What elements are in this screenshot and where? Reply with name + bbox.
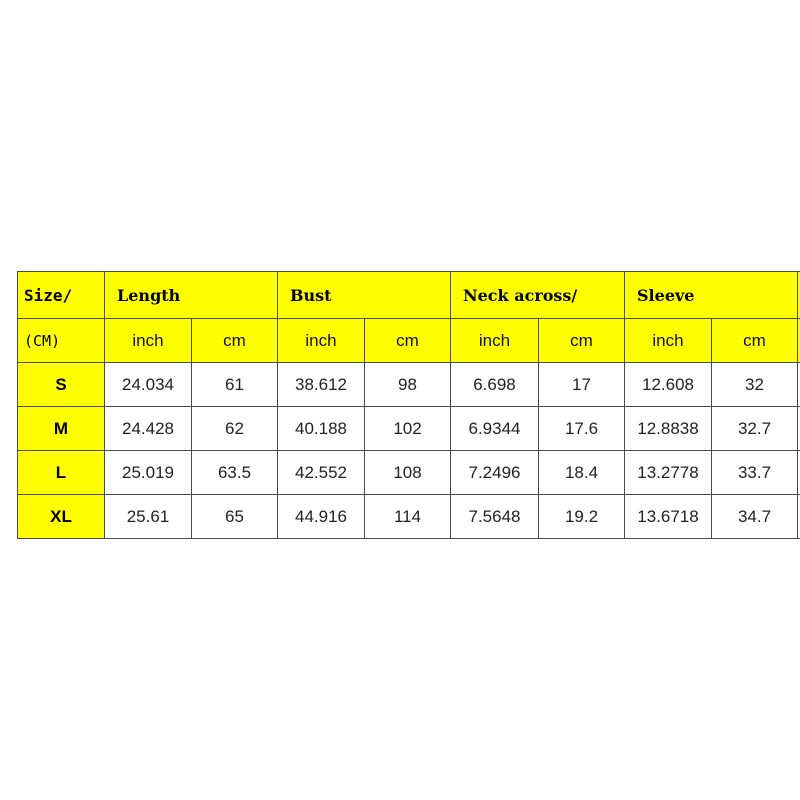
value-cell: 6.698 bbox=[451, 363, 539, 407]
header-row-units bbox=[18, 319, 800, 363]
size-cell: L bbox=[18, 451, 105, 495]
size-chart-table bbox=[17, 271, 800, 539]
size-cell: M bbox=[18, 407, 105, 451]
value-cell: 63.5 bbox=[192, 451, 278, 495]
unit-header: cm bbox=[192, 319, 278, 363]
value-cell: 102 bbox=[365, 407, 451, 451]
value-cell: 24.034 bbox=[105, 363, 192, 407]
value-cell: 65 bbox=[192, 495, 278, 539]
group-header-length: Length bbox=[105, 272, 278, 319]
unit-corner-label: (CM) bbox=[18, 319, 105, 363]
value-cell: 13.6718 bbox=[625, 495, 712, 539]
table-row bbox=[18, 363, 800, 407]
value-cell: 19.2 bbox=[539, 495, 625, 539]
value-cell: 17.6 bbox=[539, 407, 625, 451]
group-header-bust: Bust bbox=[278, 272, 451, 319]
unit-header: inch bbox=[451, 319, 539, 363]
size-corner-label: Size/ bbox=[18, 272, 105, 319]
value-cell: 62 bbox=[192, 407, 278, 451]
value-cell: 25.019 bbox=[105, 451, 192, 495]
value-cell: 34.7 bbox=[712, 495, 798, 539]
value-cell: 12.608 bbox=[625, 363, 712, 407]
value-cell: 18.4 bbox=[539, 451, 625, 495]
unit-header: inch bbox=[278, 319, 365, 363]
unit-header: cm bbox=[539, 319, 625, 363]
size-cell: XL bbox=[18, 495, 105, 539]
value-cell: 33.7 bbox=[712, 451, 798, 495]
value-cell: 38.612 bbox=[278, 363, 365, 407]
value-cell: 44.916 bbox=[278, 495, 365, 539]
value-cell: 6.9344 bbox=[451, 407, 539, 451]
table-row bbox=[18, 407, 800, 451]
value-cell: 61 bbox=[192, 363, 278, 407]
value-cell: 114 bbox=[365, 495, 451, 539]
table-row bbox=[18, 451, 800, 495]
value-cell: 42.552 bbox=[278, 451, 365, 495]
value-cell: 7.5648 bbox=[451, 495, 539, 539]
value-cell: 13.2778 bbox=[625, 451, 712, 495]
value-cell: 25.61 bbox=[105, 495, 192, 539]
value-cell: 108 bbox=[365, 451, 451, 495]
unit-header: cm bbox=[712, 319, 798, 363]
header-row-groups bbox=[18, 272, 800, 319]
unit-header: inch bbox=[105, 319, 192, 363]
value-cell: 12.8838 bbox=[625, 407, 712, 451]
value-cell: 32.7 bbox=[712, 407, 798, 451]
value-cell: 40.188 bbox=[278, 407, 365, 451]
value-cell: 98 bbox=[365, 363, 451, 407]
value-cell: 32 bbox=[712, 363, 798, 407]
value-cell: 24.428 bbox=[105, 407, 192, 451]
table-row bbox=[18, 495, 800, 539]
unit-header: inch bbox=[625, 319, 712, 363]
unit-header: cm bbox=[365, 319, 451, 363]
group-header-sleeve: Sleeve bbox=[625, 272, 798, 319]
size-cell: S bbox=[18, 363, 105, 407]
value-cell: 7.2496 bbox=[451, 451, 539, 495]
value-cell: 17 bbox=[539, 363, 625, 407]
group-header-neck-across: Neck across/ bbox=[451, 272, 625, 319]
